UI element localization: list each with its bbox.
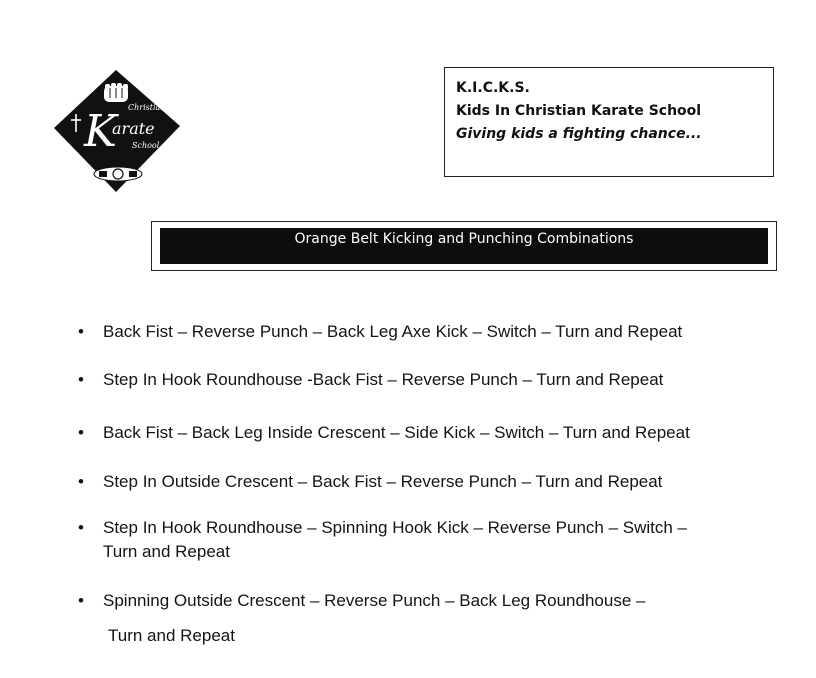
list-item: [78, 368, 768, 392]
seal-icon: [94, 167, 142, 181]
combination-text-continued: Turn and Repeat: [103, 542, 230, 561]
page-title: Orange Belt Kicking and Punching Combinations: [160, 228, 768, 264]
combination-text: Back Fist – Back Leg Inside Crescent – Side Kick – Switch – Turn and Repeat: [103, 423, 690, 442]
list-item: [78, 470, 768, 494]
combination-text: Step In Hook Roundhouse -Back Fist – Reverse Punch – Turn and Repeat: [103, 370, 664, 389]
bullet: •: [78, 518, 84, 537]
svg-text:School: School: [132, 141, 160, 150]
school-info-box: [444, 67, 774, 177]
combination-text: Back Fist – Reverse Punch – Back Leg Axe Kick – Switch – Turn and Repeat: [103, 322, 683, 341]
bullet: •: [78, 322, 84, 341]
combination-text: Step In Outside Crescent – Back Fist – Reverse Punch – Turn and Repeat: [103, 472, 663, 491]
title-banner-frame: [151, 221, 777, 271]
svg-text:K: K: [84, 106, 117, 157]
combination-text: Step In Hook Roundhouse – Spinning Hook Kick – Reverse Punch – Switch –: [103, 518, 688, 537]
svg-text:Christian: Christian: [128, 103, 166, 112]
bullet: •: [78, 423, 84, 442]
list-item: [78, 421, 768, 445]
bullet: •: [78, 370, 84, 389]
bullet: •: [78, 472, 84, 491]
school-tagline: Giving kids a fighting chance...: [456, 126, 702, 142]
karate-school-logo: [52, 68, 184, 196]
combination-text-continued: Turn and Repeat: [108, 626, 235, 645]
list-item: [78, 320, 768, 344]
combination-text: Spinning Outside Crescent – Reverse Punch – Back Leg Roundhouse –: [103, 591, 646, 610]
school-abbreviation: K.I.C.K.S.: [456, 80, 530, 96]
bullet: •: [78, 591, 84, 610]
svg-text:arate: arate: [112, 119, 155, 138]
school-name: Kids In Christian Karate School: [456, 103, 702, 119]
list-item: [78, 516, 768, 564]
list-item: [78, 589, 768, 648]
logo-graphic: [52, 68, 184, 196]
